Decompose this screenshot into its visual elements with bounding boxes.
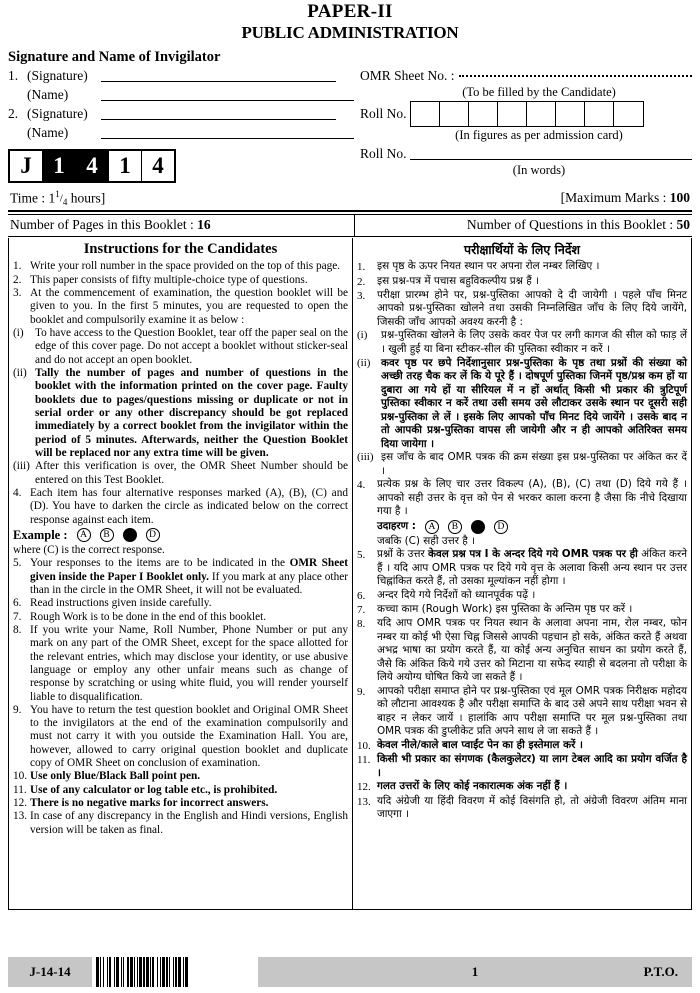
instructions-hindi-column — [353, 238, 691, 909]
option-circle-d: D — [494, 520, 508, 534]
roll-no-cell[interactable] — [498, 102, 527, 126]
roll-no-cell[interactable] — [440, 102, 469, 126]
sub-item-i-hindi: (i) प्रश्न-पुस्तिका खोलने के लिए उसके कवर पेज पर लगी कागज की सील को फाड़ लें । खुली हुई या बिना स्टीकर-सील की पुस्तिका स्वीकार न करें । — [357, 329, 687, 355]
top-form-area — [8, 68, 692, 183]
pages-questions-row — [8, 215, 692, 236]
instructions-hindi-list-cont2 — [357, 548, 687, 821]
signature-row-label: (Signature) — [27, 68, 88, 84]
invigilator-signature-block — [8, 68, 354, 183]
signature-row-label: (Name) — [27, 87, 69, 103]
roll-no-cell[interactable] — [614, 102, 643, 126]
list-item: 4. प्रत्येक प्रश्न के लिए चार उत्तर विकल्प (A), (B), (C) तथा (D) दिये गये हैं । आपको सही उत्तर के वृत्त को पेन से भरकर काला करना है जैसा कि नीचे दिखाया गया है । — [357, 478, 687, 518]
option-circle-b: B — [448, 520, 462, 534]
instructions-frame — [8, 238, 692, 910]
signature-row — [8, 68, 354, 84]
instructions-english-list — [13, 260, 348, 327]
roll-no-cell[interactable] — [556, 102, 585, 126]
questions-value: 50 — [676, 216, 690, 232]
roll-no-cell[interactable] — [411, 102, 440, 126]
subject-title: PUBLIC ADMINISTRATION — [241, 22, 459, 42]
list-item: 13. In case of any discrepancy in the English and Hindi versions, English version will be taken as final. — [13, 810, 348, 836]
footer-page-number: 1 — [471, 964, 479, 979]
option-circle-c-filled — [123, 528, 137, 542]
list-item: 5. प्रश्नों के उत्तर केवल प्रश्न पत्र I के अन्दर दिये गये OMR पत्रक पर ही अंकित करने हैं । यदि आप OMR पत्रक पर दिये गये वृत्त के अलावा किसी अन्य स्थान पर उत्तर चिह्नांकित करते हैं, तो उसका मूल्यांकन नहीं होगा । — [357, 548, 688, 588]
omr-sheet-no-row — [360, 68, 692, 84]
list-item: 6. Read instructions given inside carefully. — [13, 597, 212, 610]
list-item: 13. यदि अंग्रेजी या हिंदी विवरण में कोई विसंगति हो, तो अंग्रेजी विवरण अंतिम माना जाएगा । — [357, 794, 687, 821]
list-item: 7. कच्चा काम (Rough Work) इस पुस्तिका के अन्तिम पृष्ठ पर करें । — [357, 603, 633, 617]
instructions-english-column — [9, 238, 353, 909]
option-circle-b: B — [100, 528, 114, 542]
maximum-marks: [Maximum Marks : 100 — [560, 190, 690, 206]
list-item: 3. At the commencement of examination, the question booklet will be given to you. In the first 5 minutes, you are requested to open the booklet and compulsorily examine it as below : — [13, 286, 348, 326]
instructions-english-heading: Instructions for the Candidates — [83, 241, 278, 258]
sub-item-ii-hindi: (ii) कवर पृष्ठ पर छपे निर्देशानुसार प्रश्न-पुस्तिका के पृष्ठ तथा प्रश्नों की संख्या को अच्छी तरह चैक कर लें कि ये पूरे हैं । दोषपूर्ण पुस्तिका जिनमें पृष्ठ/प्रश्न कम हों या दुबारा आ गये हों या सीरियल में न हों अर्थात् किसी भी प्रकार की त्रुटिपूर्ण पुस्तिका स्वीकार न करें तथा उसी समय उसे लौटाकर उसके स्थान पर दूसरी सही प्रश्न-पुस्तिका ले लें । इसके लिए आपको पाँच मिनट दिये जायेंगे । उसके बाद न तो आपकी प्रश्न-पुस्तिका वापस ली जायेगी और न ही आपको अतिरिक्त समय दिया जायेगा । — [357, 356, 687, 450]
time-allowed: Time : $1^1/_4$ hours] — [10, 189, 106, 208]
list-item: 3. परीक्षा प्रारम्भ होने पर, प्रश्न-पुस्तिका आपको दे दी जायेगी । पहले पाँच मिनट आपको प्रश्न-पुस्तिका खोलने तथा उसकी निम्नलिखित जाँच के लिए दिये जायेंगे, जिसकी जाँच आपको अवश्य करनी है : — [357, 288, 687, 328]
page-title-block — [8, 0, 692, 42]
list-item: 6. अन्दर दिये गये निर्देशों को ध्यानपूर्वक पढ़ें । — [357, 588, 536, 602]
roll-no-cell[interactable] — [585, 102, 614, 126]
invigilator-heading: Signature and Name of Invigilator — [8, 49, 221, 66]
example-note-english: where (C) is the correct response. — [13, 543, 165, 556]
roll-no-cell[interactable] — [527, 102, 556, 126]
signature-write-line[interactable] — [101, 69, 336, 82]
signature-write-line[interactable] — [101, 107, 336, 120]
option-circle-a: A — [425, 520, 439, 534]
booklet-code-box — [8, 149, 176, 183]
omr-roll-block — [354, 68, 692, 179]
signature-row — [8, 106, 354, 122]
list-item: 8. यदि आप OMR पत्रक पर नियत स्थान के अलावा अपना नाम, रोल नम्बर, फोन नम्बर या कोई भी ऐसा चिह्न जिससे आपकी पहचान हो सके, अंकित करते हैं अथवा अभद्र भाषा का प्रयोग करते हैं, या कोई अन्य अनुचित साधन का प्रयोग करते हैं, जैसे कि अंकित किये गये उत्तर को मिटाना या सफेद स्याही से बदलना तो परीक्षा के लिये अयोग्य घोषित किये जा सकते हैं । — [357, 617, 687, 684]
time-marks-row — [8, 190, 692, 208]
list-item: 4. Each item has four alternative responses marked (A), (B), (C) and (D). You have to darken the circle as indicated below on the correct response against each item. — [13, 486, 348, 526]
list-item: 7. Rough Work is to be done in the end of this booklet. — [13, 610, 267, 623]
sub-item-iii: (iii) After this verification is over, the OMR Sheet Number should be entered on this Test Booklet. — [13, 460, 348, 486]
option-circle-c-filled — [471, 520, 485, 534]
signature-row-number: 1. — [8, 68, 19, 84]
omr-paper1-emphasis-hindi: केवल प्रश्न पत्र I के अन्दर दिये गये OMR पत्रक पर ही — [428, 548, 638, 561]
example-row-english — [13, 528, 348, 543]
list-item: 1. Write your roll number in the space provided on the top of this page. — [13, 260, 341, 273]
sub-item-i: (i) To have access to the Question Booklet, tear off the paper seal on the edge of this cover page. Do not accept a booklet without sticker-seal and do not accept an open booklet. — [13, 326, 348, 366]
example-note-hindi: जबकि (C) सही उत्तर है । — [377, 534, 476, 547]
option-circle-a: A — [77, 528, 91, 542]
list-item: 1. इस पृष्ठ के ऊपर नियत स्थान पर अपना रोल नम्बर लिखिए । — [357, 260, 600, 274]
booklet-code-cell: 4 — [76, 151, 109, 181]
list-item: 12. गलत उत्तरों के लिए कोई नकारात्मक अंक नहीं हैं । — [357, 780, 568, 794]
signature-row-number: 2. — [8, 106, 19, 122]
list-item: 8. If you write your Name, Roll Number, Phone Number or put any mark on any part of the OMR Sheet, except for the space allotted for the relevant entries, which may disclose your identity, or use abusive language or employ any other unfair means such as change of response by scratching or using white fluid, you will render yourself liable to disqualification. — [13, 623, 348, 703]
paper-title: PAPER-II — [307, 1, 393, 22]
roll-no-words-label: Roll No. — [360, 146, 407, 162]
page-footer — [8, 957, 692, 987]
list-item: 2. इस प्रश्न-पत्र में पचास बहुविकल्पीय प्रश्न हैं । — [357, 274, 540, 288]
list-item: 9. You have to return the test question booklet and Original OMR Sheet to the invigilators at the end of the examination compulsorily and must not carry it with you outside the Examination Hall. You are, however, allowed to carry original question booklet and duplicate copy of OMR Sheet on conclusion of examination. — [13, 703, 348, 770]
list-item: 12. There is no negative marks for incorrect answers. — [13, 797, 269, 810]
booklet-code-cell: 1 — [43, 151, 76, 181]
instructions-english-list-cont2 — [13, 557, 348, 837]
omr-sheet-no-label: OMR Sheet No. : — [360, 68, 455, 84]
filled-by-candidate-note: (To be filled by the Candidate) — [462, 85, 616, 100]
example-label-hindi: उदाहरण : — [377, 519, 416, 532]
pages-count: Number of Pages in this Booklet : 16 — [10, 216, 211, 232]
omr-paper1-emphasis: OMR Sheet given inside the Paper I Booklet only. — [30, 557, 349, 583]
roll-no-figures-row — [360, 101, 692, 127]
barcode — [92, 957, 258, 987]
instructions-english-list-cont — [13, 487, 348, 527]
in-figures-note: (In figures as per admission card) — [455, 128, 623, 143]
booklet-code-cell: J — [10, 151, 43, 181]
list-item: 5. Your responses to the items are to be indicated in the OMR Sheet given inside the Paper I Booklet only. If you mark at any place other than in the circle in the OMR Sheet, it will not be evaluated. — [13, 557, 349, 596]
footer-pto: P.T.O. — [643, 964, 678, 979]
list-item: 11. Use of any calculator or log table etc., is prohibited. — [13, 783, 278, 796]
list-item: 10. केवल नीले/काले बाल प्वाईंट पेन का ही इस्तेमाल करें । — [357, 738, 583, 752]
instructions-hindi-heading: परीक्षार्थियों के लिए निर्देश — [464, 242, 580, 258]
footer-booklet-code: J-14-14 — [8, 957, 92, 987]
signature-row-label: (Signature) — [27, 106, 88, 122]
example-row-hindi — [357, 520, 687, 534]
omr-sheet-no-input[interactable] — [459, 74, 693, 77]
signature-row-label: (Name) — [27, 125, 69, 141]
questions-count: Number of Questions in this Booklet : 50 — [354, 215, 692, 236]
maximum-marks-value: 100 — [669, 190, 690, 206]
barcode-bar — [188, 957, 189, 987]
list-item: 11. किसी भी प्रकार का संगणक (कैलकुलेटर) या लाग टेबल आदि का प्रयोग वर्जित है । — [357, 753, 687, 779]
booklet-code-cell: 1 — [109, 151, 142, 181]
instructions-hindi-list — [357, 260, 687, 329]
sub-item-iii-hindi: (iii) इस जाँच के बाद OMR पत्रक की क्रम संख्या इस प्रश्न-पुस्तिका पर अंकित कर दें । — [357, 451, 687, 477]
signature-row — [8, 125, 354, 141]
instructions-hindi-list-cont — [357, 478, 687, 519]
in-words-note: (In words) — [512, 163, 566, 178]
signature-row — [8, 87, 354, 103]
list-item: 9. आपको परीक्षा समाप्त होने पर प्रश्न-पुस्तिका एवं मूल OMR पत्रक निरीक्षक महोदय को लौटाना आवश्यक है और परीक्षा समाप्ति के बाद उसे अपने साथ परीक्षा भवन से बाहर न लेकर जायें । हालांकि आप परीक्षा समाप्ति पर मूल प्रश्न-पुस्तिका तथा OMR पत्रक की डुप्लीकेट प्रति अपने साथ ले जा सकते हैं । — [357, 684, 687, 738]
name-write-line[interactable] — [101, 126, 354, 139]
roll-no-words-input[interactable] — [410, 147, 692, 160]
roll-no-grid[interactable] — [410, 101, 644, 127]
booklet-code-cell: 4 — [152, 153, 164, 179]
roll-no-cell[interactable] — [469, 102, 498, 126]
footer-right-bar — [258, 957, 692, 987]
sub-item-ii: (ii) Tally the number of pages and number of questions in the booklet with the information printed on the cover page. Faulty booklets due to pages/questions missing or duplicate or not in serial order or any other discrepancy should be got replaced immediately by a correct booklet from the invigilator within the period of 5 minutes. Afterwards, neither the Question Booklet will be replaced nor any extra time will be given. — [13, 366, 348, 459]
example-label: Example : — [13, 527, 68, 542]
pages-value: 16 — [197, 216, 211, 232]
list-item: 2. This paper consists of fifty multiple-choice type of questions. — [13, 273, 308, 286]
option-circle-d: D — [146, 528, 160, 542]
name-write-line[interactable] — [101, 88, 354, 101]
roll-no-label: Roll No. — [360, 106, 407, 122]
roll-no-words-row — [360, 146, 692, 162]
list-item: 10. Use only Blue/Black Ball point pen. — [13, 770, 201, 783]
